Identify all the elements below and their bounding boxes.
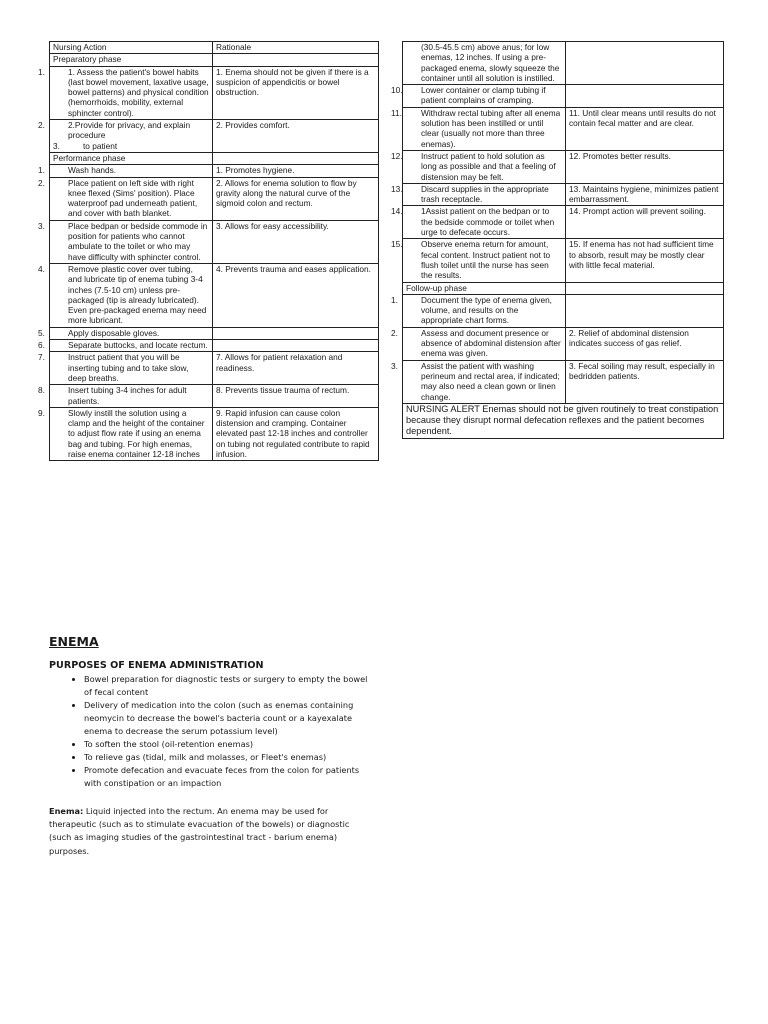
nursing-alert: NURSING ALERT Enemas should not be given routinely to treat constipation because they disrupt normal defecation reflexes and the patient becomes dependent.: [403, 403, 724, 438]
phase-row: [50, 54, 379, 66]
step-rationale: [213, 340, 379, 352]
table-row: [403, 239, 724, 282]
table-row: [50, 165, 379, 177]
table-row: [50, 327, 379, 339]
step-action: Separate buttocks, and locate rectum.: [68, 340, 208, 351]
table-row: [50, 385, 379, 408]
table-row: [50, 263, 379, 327]
list-item: • Promote defecation and evacuate feces from the colon for patients with constipation or an impaction: [84, 764, 369, 790]
definition-term: Enema:: [49, 806, 84, 816]
enema-procedure-table-left: [38, 41, 379, 461]
step-number: 2.: [38, 120, 45, 131]
step-action: 1. Assess the patient's bowel habits (last bowel movement, laxative usage, bowel patterns) and physical condition (hemorrhoids, mobility, external sphincter control).: [68, 66, 209, 118]
step-rationale: 1. Promotes hygiene.: [213, 165, 379, 177]
performance-phase-label: Performance phase: [50, 152, 213, 164]
table-header-row: [50, 42, 379, 54]
step-rationale: 2. Relief of abdominal distension indicates success of gas relief.: [566, 327, 724, 360]
list-item: • To soften the stool (oil-retention enemas): [84, 738, 369, 751]
step-action: Instruct patient to hold solution as long as possible and that a feeling of distension may be felt.: [421, 150, 556, 182]
list-item: • To relieve gas (tidal, milk and molasses, or Fleet's enemas): [84, 751, 369, 764]
table-row: [50, 66, 379, 119]
table-row: [403, 206, 724, 239]
step-rationale: 1. Enema should not be given if there is a suspicion of appendicitis or bowel obstruction.: [213, 66, 379, 119]
step-number: 10.: [391, 85, 403, 96]
step-number: 1.: [38, 66, 45, 77]
step-action: Discard supplies in the appropriate trash receptacle.: [421, 183, 549, 205]
table-row: [403, 183, 724, 206]
step-action: Slowly instill the solution using a clamp and the height of the container to adjust flow rate if using an enema bag and tubing. For high enemas, raise enema container 12-18 inches: [68, 407, 205, 459]
table-row: [50, 340, 379, 352]
step-rationale: 9. Rapid infusion can cause colon distension and cramping. Container elevated past 12-18 inches and controller on tubing not regulated contribute to rapid infusion.: [213, 407, 379, 460]
purposes-list: [49, 673, 369, 790]
step-action: Remove plastic cover over tubing, and lubricate tip of enema tubing 3-4 inches (7.5-10 cm) unless pre-packaged (tip is already lubricated). Even pre-packaged enema may need more lubricant.: [68, 263, 207, 326]
enema-definition: [49, 805, 369, 858]
step-rationale: 4. Prevents trauma and eases application.: [213, 263, 379, 327]
phase-row: [50, 152, 379, 164]
step-rationale: 12. Promotes better results.: [566, 150, 724, 183]
step-number: 11.: [391, 107, 402, 118]
step-action: Instruct patient that you will be inserting tubing and to take slow, deep breaths.: [68, 352, 189, 383]
table-row: [50, 352, 379, 385]
step-action: Place patient on left side with right knee flexed (Sims' position). Place waterproof pad underneath patient, and cover with bath blanket.: [68, 177, 198, 219]
step-number: 3.: [53, 140, 60, 151]
step-number: 1.: [391, 294, 398, 305]
step-action: Observe enema return for amount, fecal content. Instruct patient not to flush toilet until the nurse has seen the results.: [421, 239, 551, 281]
nursing-alert-row: [403, 403, 724, 438]
step-action: Place bedpan or bedside commode in position for patients who cannot ambulate to the toilet or who may have difficulty with sphincter control.: [68, 220, 208, 262]
step-rationale: [213, 327, 379, 339]
followup-phase-label: Follow-up phase: [403, 282, 566, 294]
table-row: [403, 294, 724, 327]
step-number: 13.: [391, 183, 403, 194]
step-rationale: 15. If enema has not had sufficient time to absorb, result may be mostly clear with little fecal material.: [566, 239, 724, 282]
step-number: 2.: [38, 177, 45, 188]
step-action: Assist the patient with washing perineum and rectal area, if indicated; may also need a clean gown or linen change.: [421, 360, 560, 402]
step-rationale: 11. Until clear means until results do not contain fecal matter and are clear.: [566, 107, 724, 150]
step-action: Insert tubing 3-4 inches for adult patients.: [68, 385, 187, 406]
step-action: to patient: [83, 140, 118, 151]
step-rationale: 13. Maintains hygiene, minimizes patient embarrassment.: [566, 183, 724, 206]
step-rationale: 3. Fecal soiling may result, especially in bedridden patients.: [566, 360, 724, 403]
list-item: • Delivery of medication into the colon (such as enemas containing neomycin to decrease the bowel's bacteria count or a kayexalate enema to decrease the serum potassium level): [84, 699, 369, 738]
step-number: 3.: [38, 220, 45, 231]
definition-text: Liquid injected into the rectum. An enema may be used for therapeutic (such as to stimulate evacuation of the bowels) or diagnostic (such as imaging studies of the gastrointestinal tract - barium enema) purposes.: [49, 806, 350, 856]
enema-section: [49, 634, 369, 858]
table-row: [403, 150, 724, 183]
step-action: Wash hands.: [68, 165, 117, 176]
step-rationale: 7. Allows for patient relaxation and readiness.: [213, 352, 379, 385]
step-rationale: 2. Provides comfort.: [213, 120, 379, 153]
step-rationale: 2. Allows for enema solution to flow by gravity along the natural curve of the sigmoid colon and rectum.: [213, 177, 379, 220]
step-action: Document the type of enema given, volume, and results on the appropriate chart forms.: [421, 294, 552, 326]
preparatory-phase-label: Preparatory phase: [50, 54, 213, 66]
nursing-action-header: Nursing Action: [50, 42, 213, 54]
step-number: 1.: [38, 165, 45, 176]
table-row: [50, 407, 379, 460]
table-row: [50, 220, 379, 263]
table-row: [403, 107, 724, 150]
step-action: 2.Provide for privacy, and explain procedure: [68, 120, 191, 141]
step-action: Assess and document presence or absence of abdominal distension after enema was given.: [421, 327, 561, 359]
step-action: Withdraw rectal tubing after all enema solution has been instilled or until clear (usually not more than three enemas).: [421, 107, 561, 149]
step-number: 15.: [391, 239, 403, 250]
step-rationale: 8. Prevents tissue trauma of rectum.: [213, 385, 379, 408]
step-number: 3.: [391, 360, 398, 371]
table-row: [403, 85, 724, 108]
step-number: 7.: [38, 352, 45, 363]
step-number: 12.: [391, 150, 403, 161]
rationale-header: Rationale: [213, 42, 379, 54]
table-row: [403, 360, 724, 403]
section-title: ENEMA: [49, 634, 99, 649]
step-number: 4.: [38, 263, 45, 274]
step-rationale: [566, 42, 724, 85]
table-row: [403, 42, 724, 85]
step-number: 5.: [38, 327, 45, 338]
enema-procedure-table-right: [391, 41, 724, 439]
step-rationale: [566, 294, 724, 327]
list-item: • Bowel preparation for diagnostic tests or surgery to empty the bowel of fecal content: [84, 673, 369, 699]
step-action: 1Assist patient on the bedpan or to the bedside commode or toilet when urge to defecate occurs.: [421, 206, 555, 238]
step-number: 14.: [391, 206, 403, 217]
purposes-heading: PURPOSES OF ENEMA ADMINISTRATION: [49, 660, 264, 671]
step-number: 2.: [391, 327, 398, 338]
step-rationale: 3. Allows for easy accessibility.: [213, 220, 379, 263]
step-rationale: [566, 85, 724, 108]
table-row: [50, 177, 379, 220]
step-rationale: 14. Prompt action will prevent soiling.: [566, 206, 724, 239]
step-action: Apply disposable gloves.: [68, 327, 160, 338]
table-row: [50, 120, 379, 153]
step-action: Lower container or clamp tubing if patient complains of cramping.: [421, 85, 546, 106]
step-number: 8.: [38, 385, 45, 396]
table-row: [403, 327, 724, 360]
step-number: 9.: [38, 407, 45, 418]
step-number: 6.: [38, 340, 45, 351]
step-action: (30.5-45.5 cm) above anus; for low enemas, 12 inches. If using a pre-packaged enema, slowly squeeze the container until all solution is instilled.: [421, 42, 560, 83]
phase-row: [403, 282, 724, 294]
